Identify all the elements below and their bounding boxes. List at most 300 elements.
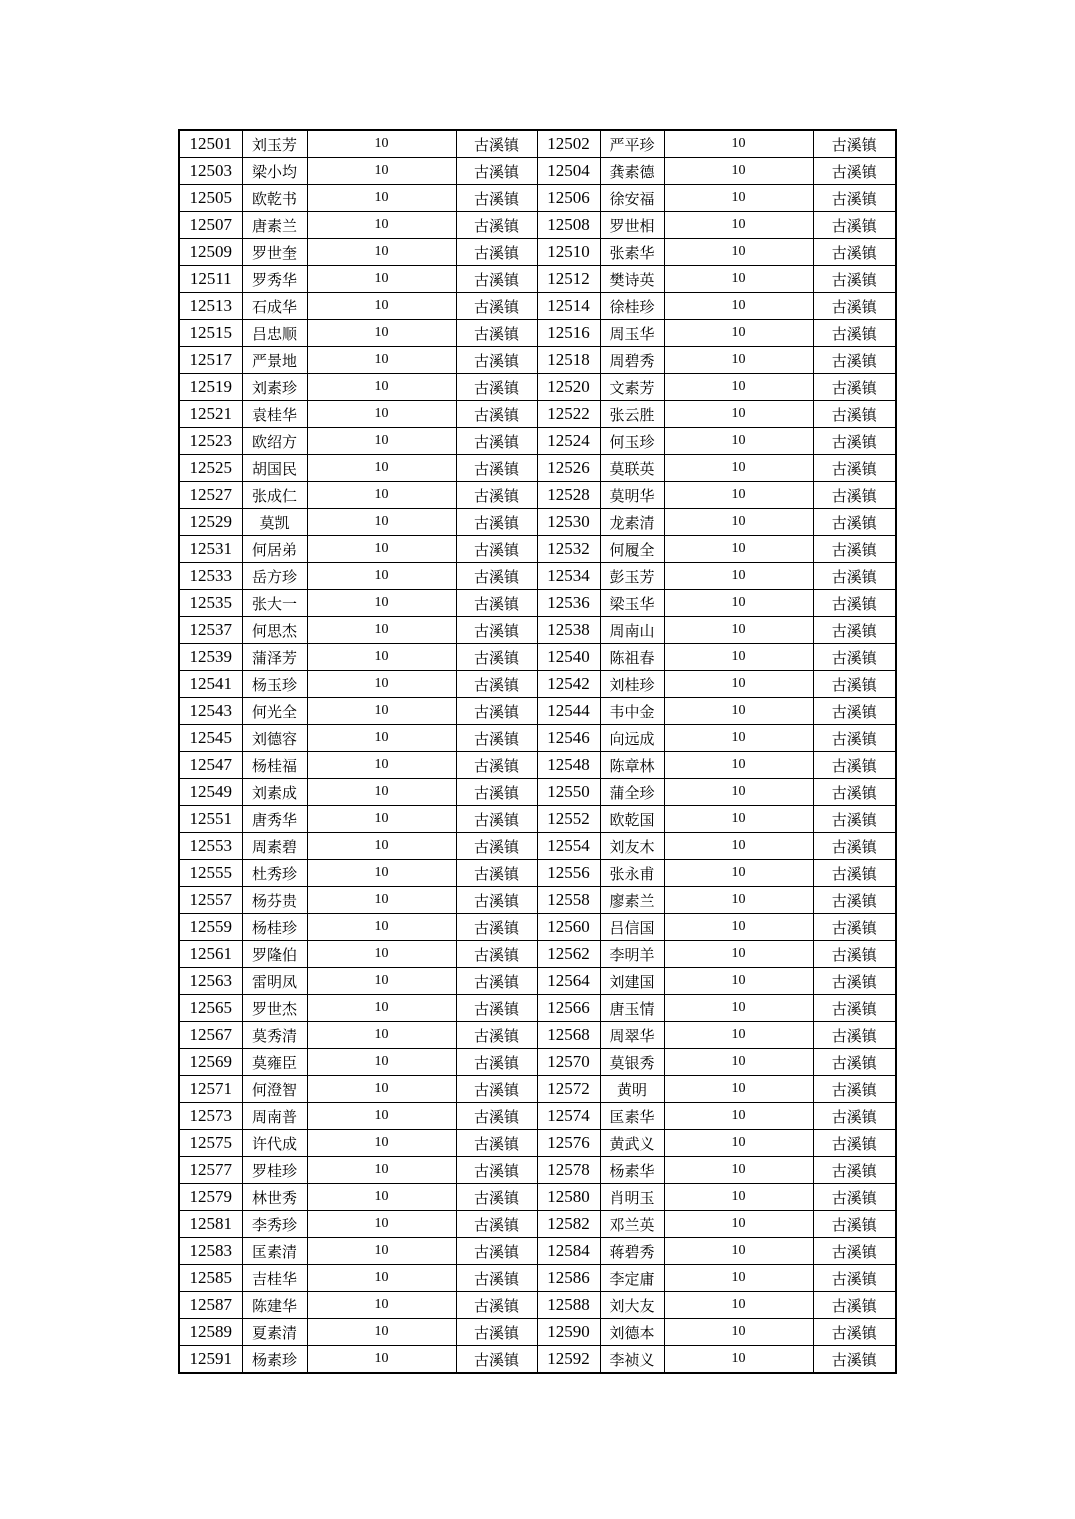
person-name-cell: 罗隆伯 bbox=[242, 941, 307, 968]
amount-cell: 10 bbox=[664, 1238, 813, 1265]
record-id-cell: 12541 bbox=[179, 671, 242, 698]
town-cell: 古溪镇 bbox=[813, 1157, 896, 1184]
person-name-cell: 罗秀华 bbox=[242, 266, 307, 293]
person-name-cell: 韦中金 bbox=[600, 698, 664, 725]
record-id-cell: 12548 bbox=[537, 752, 600, 779]
record-id-cell: 12513 bbox=[179, 293, 242, 320]
person-name-cell: 陈章林 bbox=[600, 752, 664, 779]
record-id-cell: 12520 bbox=[537, 374, 600, 401]
town-cell: 古溪镇 bbox=[813, 590, 896, 617]
person-name-cell: 吕忠顺 bbox=[242, 320, 307, 347]
record-id-cell: 12515 bbox=[179, 320, 242, 347]
person-name-cell: 黄明 bbox=[600, 1076, 664, 1103]
person-name-cell: 胡国民 bbox=[242, 455, 307, 482]
town-cell: 古溪镇 bbox=[813, 968, 896, 995]
record-id-cell: 12571 bbox=[179, 1076, 242, 1103]
amount-cell: 10 bbox=[664, 1319, 813, 1346]
amount-cell: 10 bbox=[307, 320, 456, 347]
table-row bbox=[179, 1292, 896, 1319]
record-id-cell: 12536 bbox=[537, 590, 600, 617]
amount-cell: 10 bbox=[664, 212, 813, 239]
person-name-cell: 梁玉华 bbox=[600, 590, 664, 617]
amount-cell: 10 bbox=[664, 1130, 813, 1157]
person-name-cell: 周南山 bbox=[600, 617, 664, 644]
person-name-cell: 罗桂珍 bbox=[242, 1157, 307, 1184]
roster-body bbox=[179, 130, 896, 1373]
amount-cell: 10 bbox=[307, 212, 456, 239]
amount-cell: 10 bbox=[664, 266, 813, 293]
town-cell: 古溪镇 bbox=[456, 320, 537, 347]
table-row bbox=[179, 1265, 896, 1292]
amount-cell: 10 bbox=[307, 563, 456, 590]
person-name-cell: 刘大友 bbox=[600, 1292, 664, 1319]
town-cell: 古溪镇 bbox=[456, 1157, 537, 1184]
town-cell: 古溪镇 bbox=[456, 212, 537, 239]
amount-cell: 10 bbox=[664, 671, 813, 698]
record-id-cell: 12559 bbox=[179, 914, 242, 941]
record-id-cell: 12527 bbox=[179, 482, 242, 509]
record-id-cell: 12530 bbox=[537, 509, 600, 536]
town-cell: 古溪镇 bbox=[813, 995, 896, 1022]
person-name-cell: 杨桂珍 bbox=[242, 914, 307, 941]
person-name-cell: 李明羊 bbox=[600, 941, 664, 968]
amount-cell: 10 bbox=[307, 1076, 456, 1103]
amount-cell: 10 bbox=[307, 617, 456, 644]
record-id-cell: 12583 bbox=[179, 1238, 242, 1265]
person-name-cell: 李祯义 bbox=[600, 1346, 664, 1374]
town-cell: 古溪镇 bbox=[813, 698, 896, 725]
town-cell: 古溪镇 bbox=[813, 130, 896, 158]
amount-cell: 10 bbox=[664, 320, 813, 347]
town-cell: 古溪镇 bbox=[456, 158, 537, 185]
person-name-cell: 杨玉珍 bbox=[242, 671, 307, 698]
record-id-cell: 12568 bbox=[537, 1022, 600, 1049]
town-cell: 古溪镇 bbox=[813, 1103, 896, 1130]
amount-cell: 10 bbox=[307, 1130, 456, 1157]
record-id-cell: 12566 bbox=[537, 995, 600, 1022]
person-name-cell: 杨素华 bbox=[600, 1157, 664, 1184]
amount-cell: 10 bbox=[307, 266, 456, 293]
record-id-cell: 12537 bbox=[179, 617, 242, 644]
town-cell: 古溪镇 bbox=[813, 752, 896, 779]
record-id-cell: 12556 bbox=[537, 860, 600, 887]
record-id-cell: 12522 bbox=[537, 401, 600, 428]
table-row bbox=[179, 1157, 896, 1184]
table-row bbox=[179, 1130, 896, 1157]
person-name-cell: 刘德本 bbox=[600, 1319, 664, 1346]
person-name-cell: 周南普 bbox=[242, 1103, 307, 1130]
town-cell: 古溪镇 bbox=[813, 1346, 896, 1374]
record-id-cell: 12516 bbox=[537, 320, 600, 347]
amount-cell: 10 bbox=[664, 941, 813, 968]
person-name-cell: 廖素兰 bbox=[600, 887, 664, 914]
table-row bbox=[179, 401, 896, 428]
town-cell: 古溪镇 bbox=[813, 860, 896, 887]
table-row bbox=[179, 698, 896, 725]
amount-cell: 10 bbox=[664, 239, 813, 266]
record-id-cell: 12524 bbox=[537, 428, 600, 455]
person-name-cell: 张永甫 bbox=[600, 860, 664, 887]
town-cell: 古溪镇 bbox=[456, 1184, 537, 1211]
person-name-cell: 何思杰 bbox=[242, 617, 307, 644]
record-id-cell: 12502 bbox=[537, 130, 600, 158]
record-id-cell: 12534 bbox=[537, 563, 600, 590]
record-id-cell: 12574 bbox=[537, 1103, 600, 1130]
record-id-cell: 12584 bbox=[537, 1238, 600, 1265]
amount-cell: 10 bbox=[664, 401, 813, 428]
record-id-cell: 12562 bbox=[537, 941, 600, 968]
person-name-cell: 梁小均 bbox=[242, 158, 307, 185]
person-name-cell: 蒲泽芳 bbox=[242, 644, 307, 671]
town-cell: 古溪镇 bbox=[813, 1319, 896, 1346]
table-row bbox=[179, 1049, 896, 1076]
record-id-cell: 12518 bbox=[537, 347, 600, 374]
town-cell: 古溪镇 bbox=[813, 833, 896, 860]
table-row bbox=[179, 1184, 896, 1211]
record-id-cell: 12544 bbox=[537, 698, 600, 725]
table-row bbox=[179, 860, 896, 887]
amount-cell: 10 bbox=[664, 1346, 813, 1374]
amount-cell: 10 bbox=[307, 293, 456, 320]
amount-cell: 10 bbox=[664, 482, 813, 509]
record-id-cell: 12561 bbox=[179, 941, 242, 968]
amount-cell: 10 bbox=[307, 239, 456, 266]
person-name-cell: 吕信国 bbox=[600, 914, 664, 941]
person-name-cell: 周翠华 bbox=[600, 1022, 664, 1049]
town-cell: 古溪镇 bbox=[456, 428, 537, 455]
table-row bbox=[179, 833, 896, 860]
town-cell: 古溪镇 bbox=[813, 1130, 896, 1157]
town-cell: 古溪镇 bbox=[813, 185, 896, 212]
person-name-cell: 林世秀 bbox=[242, 1184, 307, 1211]
amount-cell: 10 bbox=[664, 563, 813, 590]
amount-cell: 10 bbox=[664, 590, 813, 617]
person-name-cell: 杨桂福 bbox=[242, 752, 307, 779]
record-id-cell: 12569 bbox=[179, 1049, 242, 1076]
person-name-cell: 莫雍臣 bbox=[242, 1049, 307, 1076]
person-name-cell: 张素华 bbox=[600, 239, 664, 266]
table-row bbox=[179, 1211, 896, 1238]
person-name-cell: 石成华 bbox=[242, 293, 307, 320]
record-id-cell: 12552 bbox=[537, 806, 600, 833]
person-name-cell: 蒋碧秀 bbox=[600, 1238, 664, 1265]
amount-cell: 10 bbox=[664, 995, 813, 1022]
record-id-cell: 12547 bbox=[179, 752, 242, 779]
town-cell: 古溪镇 bbox=[813, 428, 896, 455]
town-cell: 古溪镇 bbox=[456, 536, 537, 563]
amount-cell: 10 bbox=[664, 1022, 813, 1049]
table-row bbox=[179, 320, 896, 347]
table-row bbox=[179, 995, 896, 1022]
record-id-cell: 12514 bbox=[537, 293, 600, 320]
amount-cell: 10 bbox=[307, 428, 456, 455]
amount-cell: 10 bbox=[307, 806, 456, 833]
amount-cell: 10 bbox=[307, 671, 456, 698]
person-name-cell: 何居弟 bbox=[242, 536, 307, 563]
record-id-cell: 12570 bbox=[537, 1049, 600, 1076]
town-cell: 古溪镇 bbox=[813, 806, 896, 833]
person-name-cell: 李定庸 bbox=[600, 1265, 664, 1292]
town-cell: 古溪镇 bbox=[813, 617, 896, 644]
record-id-cell: 12585 bbox=[179, 1265, 242, 1292]
person-name-cell: 吉桂华 bbox=[242, 1265, 307, 1292]
person-name-cell: 唐秀华 bbox=[242, 806, 307, 833]
town-cell: 古溪镇 bbox=[456, 1103, 537, 1130]
person-name-cell: 龚素德 bbox=[600, 158, 664, 185]
amount-cell: 10 bbox=[664, 1265, 813, 1292]
person-name-cell: 雷明凤 bbox=[242, 968, 307, 995]
town-cell: 古溪镇 bbox=[813, 401, 896, 428]
person-name-cell: 黄武义 bbox=[600, 1130, 664, 1157]
record-id-cell: 12580 bbox=[537, 1184, 600, 1211]
person-name-cell: 匡素清 bbox=[242, 1238, 307, 1265]
person-name-cell: 刘素成 bbox=[242, 779, 307, 806]
amount-cell: 10 bbox=[307, 1157, 456, 1184]
person-name-cell: 莫凯 bbox=[242, 509, 307, 536]
record-id-cell: 12543 bbox=[179, 698, 242, 725]
record-id-cell: 12555 bbox=[179, 860, 242, 887]
amount-cell: 10 bbox=[664, 806, 813, 833]
person-name-cell: 刘德容 bbox=[242, 725, 307, 752]
table-row bbox=[179, 455, 896, 482]
record-id-cell: 12564 bbox=[537, 968, 600, 995]
town-cell: 古溪镇 bbox=[813, 320, 896, 347]
person-name-cell: 莫明华 bbox=[600, 482, 664, 509]
person-name-cell: 杨芬贵 bbox=[242, 887, 307, 914]
amount-cell: 10 bbox=[307, 941, 456, 968]
person-name-cell: 莫联英 bbox=[600, 455, 664, 482]
person-name-cell: 夏素清 bbox=[242, 1319, 307, 1346]
person-name-cell: 何玉珍 bbox=[600, 428, 664, 455]
table-row bbox=[179, 428, 896, 455]
town-cell: 古溪镇 bbox=[456, 590, 537, 617]
table-row bbox=[179, 1103, 896, 1130]
person-name-cell: 周玉华 bbox=[600, 320, 664, 347]
record-id-cell: 12575 bbox=[179, 1130, 242, 1157]
record-id-cell: 12586 bbox=[537, 1265, 600, 1292]
record-id-cell: 12573 bbox=[179, 1103, 242, 1130]
town-cell: 古溪镇 bbox=[456, 617, 537, 644]
town-cell: 古溪镇 bbox=[456, 1265, 537, 1292]
amount-cell: 10 bbox=[307, 698, 456, 725]
amount-cell: 10 bbox=[664, 779, 813, 806]
town-cell: 古溪镇 bbox=[456, 1022, 537, 1049]
record-id-cell: 12577 bbox=[179, 1157, 242, 1184]
town-cell: 古溪镇 bbox=[813, 1292, 896, 1319]
person-name-cell: 唐玉情 bbox=[600, 995, 664, 1022]
amount-cell: 10 bbox=[307, 536, 456, 563]
town-cell: 古溪镇 bbox=[456, 130, 537, 158]
person-name-cell: 袁桂华 bbox=[242, 401, 307, 428]
amount-cell: 10 bbox=[664, 374, 813, 401]
person-name-cell: 严平珍 bbox=[600, 130, 664, 158]
amount-cell: 10 bbox=[307, 779, 456, 806]
table-row bbox=[179, 1346, 896, 1374]
record-id-cell: 12535 bbox=[179, 590, 242, 617]
town-cell: 古溪镇 bbox=[813, 536, 896, 563]
town-cell: 古溪镇 bbox=[813, 914, 896, 941]
person-name-cell: 龙素清 bbox=[600, 509, 664, 536]
record-id-cell: 12512 bbox=[537, 266, 600, 293]
record-id-cell: 12539 bbox=[179, 644, 242, 671]
record-id-cell: 12538 bbox=[537, 617, 600, 644]
amount-cell: 10 bbox=[307, 455, 456, 482]
town-cell: 古溪镇 bbox=[456, 1049, 537, 1076]
amount-cell: 10 bbox=[664, 293, 813, 320]
record-id-cell: 12506 bbox=[537, 185, 600, 212]
record-id-cell: 12510 bbox=[537, 239, 600, 266]
person-name-cell: 刘素珍 bbox=[242, 374, 307, 401]
town-cell: 古溪镇 bbox=[456, 968, 537, 995]
town-cell: 古溪镇 bbox=[456, 887, 537, 914]
amount-cell: 10 bbox=[307, 1292, 456, 1319]
person-name-cell: 欧乾书 bbox=[242, 185, 307, 212]
table-row bbox=[179, 725, 896, 752]
table-row bbox=[179, 914, 896, 941]
table-row bbox=[179, 752, 896, 779]
amount-cell: 10 bbox=[664, 914, 813, 941]
record-id-cell: 12508 bbox=[537, 212, 600, 239]
town-cell: 古溪镇 bbox=[813, 1184, 896, 1211]
town-cell: 古溪镇 bbox=[456, 347, 537, 374]
record-id-cell: 12590 bbox=[537, 1319, 600, 1346]
amount-cell: 10 bbox=[307, 752, 456, 779]
record-id-cell: 12529 bbox=[179, 509, 242, 536]
record-id-cell: 12563 bbox=[179, 968, 242, 995]
town-cell: 古溪镇 bbox=[456, 1130, 537, 1157]
amount-cell: 10 bbox=[664, 1076, 813, 1103]
record-id-cell: 12546 bbox=[537, 725, 600, 752]
town-cell: 古溪镇 bbox=[813, 563, 896, 590]
record-id-cell: 12550 bbox=[537, 779, 600, 806]
person-name-cell: 张大一 bbox=[242, 590, 307, 617]
town-cell: 古溪镇 bbox=[456, 239, 537, 266]
amount-cell: 10 bbox=[307, 374, 456, 401]
person-name-cell: 张成仁 bbox=[242, 482, 307, 509]
record-id-cell: 12578 bbox=[537, 1157, 600, 1184]
town-cell: 古溪镇 bbox=[456, 1346, 537, 1374]
town-cell: 古溪镇 bbox=[813, 239, 896, 266]
amount-cell: 10 bbox=[307, 1211, 456, 1238]
table-row bbox=[179, 158, 896, 185]
amount-cell: 10 bbox=[307, 185, 456, 212]
table-row bbox=[179, 266, 896, 293]
record-id-cell: 12521 bbox=[179, 401, 242, 428]
town-cell: 古溪镇 bbox=[813, 1049, 896, 1076]
person-name-cell: 莫秀清 bbox=[242, 1022, 307, 1049]
record-id-cell: 12558 bbox=[537, 887, 600, 914]
person-name-cell: 罗世杰 bbox=[242, 995, 307, 1022]
town-cell: 古溪镇 bbox=[456, 995, 537, 1022]
table-row bbox=[179, 590, 896, 617]
table-row bbox=[179, 1076, 896, 1103]
town-cell: 古溪镇 bbox=[813, 455, 896, 482]
person-name-cell: 李秀珍 bbox=[242, 1211, 307, 1238]
table-row bbox=[179, 347, 896, 374]
person-name-cell: 周碧秀 bbox=[600, 347, 664, 374]
person-name-cell: 唐素兰 bbox=[242, 212, 307, 239]
person-name-cell: 杜秀珍 bbox=[242, 860, 307, 887]
table-row bbox=[179, 617, 896, 644]
table-row bbox=[179, 482, 896, 509]
town-cell: 古溪镇 bbox=[456, 860, 537, 887]
record-id-cell: 12567 bbox=[179, 1022, 242, 1049]
amount-cell: 10 bbox=[307, 833, 456, 860]
table-row bbox=[179, 968, 896, 995]
record-id-cell: 12526 bbox=[537, 455, 600, 482]
town-cell: 古溪镇 bbox=[456, 752, 537, 779]
roster-table bbox=[178, 129, 897, 1374]
record-id-cell: 12519 bbox=[179, 374, 242, 401]
town-cell: 古溪镇 bbox=[456, 509, 537, 536]
amount-cell: 10 bbox=[307, 968, 456, 995]
amount-cell: 10 bbox=[307, 590, 456, 617]
town-cell: 古溪镇 bbox=[456, 293, 537, 320]
table-row bbox=[179, 779, 896, 806]
amount-cell: 10 bbox=[307, 401, 456, 428]
record-id-cell: 12532 bbox=[537, 536, 600, 563]
table-row bbox=[179, 941, 896, 968]
person-name-cell: 罗世相 bbox=[600, 212, 664, 239]
amount-cell: 10 bbox=[307, 644, 456, 671]
town-cell: 古溪镇 bbox=[813, 347, 896, 374]
record-id-cell: 12507 bbox=[179, 212, 242, 239]
amount-cell: 10 bbox=[664, 1157, 813, 1184]
table-row bbox=[179, 185, 896, 212]
town-cell: 古溪镇 bbox=[813, 1076, 896, 1103]
town-cell: 古溪镇 bbox=[813, 374, 896, 401]
record-id-cell: 12565 bbox=[179, 995, 242, 1022]
amount-cell: 10 bbox=[307, 1238, 456, 1265]
amount-cell: 10 bbox=[664, 1049, 813, 1076]
record-id-cell: 12542 bbox=[537, 671, 600, 698]
amount-cell: 10 bbox=[664, 617, 813, 644]
record-id-cell: 12591 bbox=[179, 1346, 242, 1374]
town-cell: 古溪镇 bbox=[456, 266, 537, 293]
amount-cell: 10 bbox=[664, 1211, 813, 1238]
table-row bbox=[179, 644, 896, 671]
amount-cell: 10 bbox=[664, 968, 813, 995]
record-id-cell: 12572 bbox=[537, 1076, 600, 1103]
record-id-cell: 12525 bbox=[179, 455, 242, 482]
person-name-cell: 许代成 bbox=[242, 1130, 307, 1157]
person-name-cell: 徐桂珍 bbox=[600, 293, 664, 320]
amount-cell: 10 bbox=[664, 698, 813, 725]
record-id-cell: 12579 bbox=[179, 1184, 242, 1211]
record-id-cell: 12587 bbox=[179, 1292, 242, 1319]
record-id-cell: 12549 bbox=[179, 779, 242, 806]
town-cell: 古溪镇 bbox=[813, 779, 896, 806]
town-cell: 古溪镇 bbox=[456, 1238, 537, 1265]
amount-cell: 10 bbox=[307, 914, 456, 941]
town-cell: 古溪镇 bbox=[456, 644, 537, 671]
person-name-cell: 刘桂珍 bbox=[600, 671, 664, 698]
amount-cell: 10 bbox=[307, 509, 456, 536]
amount-cell: 10 bbox=[664, 1292, 813, 1319]
person-name-cell: 文素芳 bbox=[600, 374, 664, 401]
amount-cell: 10 bbox=[307, 1022, 456, 1049]
amount-cell: 10 bbox=[664, 644, 813, 671]
table-row bbox=[179, 536, 896, 563]
town-cell: 古溪镇 bbox=[813, 1022, 896, 1049]
amount-cell: 10 bbox=[664, 347, 813, 374]
record-id-cell: 12501 bbox=[179, 130, 242, 158]
person-name-cell: 莫银秀 bbox=[600, 1049, 664, 1076]
record-id-cell: 12517 bbox=[179, 347, 242, 374]
amount-cell: 10 bbox=[307, 158, 456, 185]
record-id-cell: 12582 bbox=[537, 1211, 600, 1238]
person-name-cell: 向远成 bbox=[600, 725, 664, 752]
